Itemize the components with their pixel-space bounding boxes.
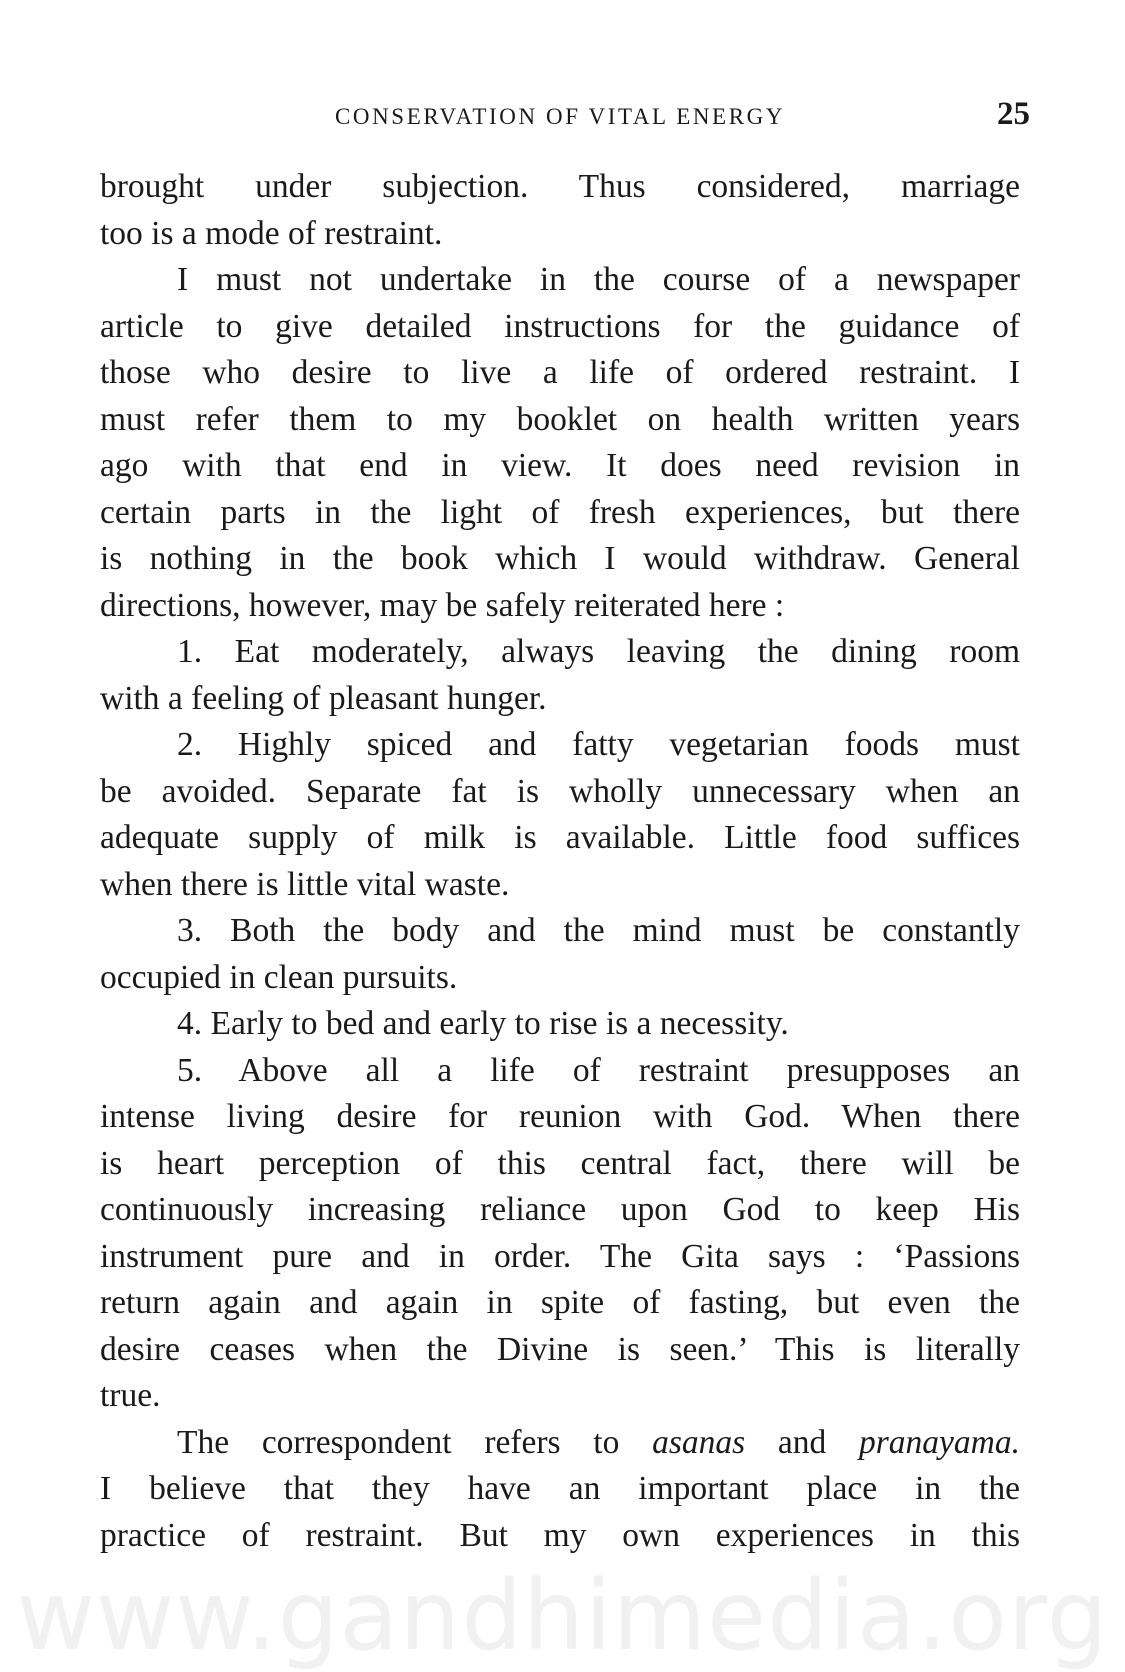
text-line: too is a mode of restraint. [100, 214, 443, 252]
list-item-5-line: 5. Above all a life of restraint presupposes an [177, 1051, 1020, 1089]
list-item-5-line: continuously increasing reliance upon God to keep His [100, 1191, 1020, 1228]
list-item-1-line: with a feeling of pleasant hunger. [100, 679, 547, 717]
list-item-4-line: 4. Early to bed and early to rise is a necessity. [177, 1005, 789, 1042]
list-item-5-line: return again and again in spite of fasting, but even the [100, 1284, 1020, 1321]
list-item-5-line: is heart perception of this central fact, there will be [100, 1144, 1020, 1182]
list-item-2-line: 2. Highly spiced and fatty vegetarian foods must [177, 726, 1020, 763]
list-item-5-line: intense living desire for reunion with God. When there [100, 1098, 1020, 1135]
text-line: I must not undertake in the course of a newspaper [177, 261, 1020, 298]
list-item-2-line: adequate supply of milk is available. Little food suffices [100, 819, 1020, 856]
text-run: The correspondent refers to [177, 1423, 653, 1461]
page-number: 25 [997, 96, 1030, 132]
emphasis-pranayama: pranayama. [859, 1423, 1020, 1461]
text-line: those who desire to live a life of ordered restraint. I [100, 354, 1020, 391]
list-item-5-line: true. [100, 1377, 161, 1414]
emphasis-asanas: asanas [652, 1423, 746, 1461]
list-item-2-line: when there is little vital waste. [100, 865, 510, 903]
running-header [100, 96, 1030, 140]
text-line: ago with that end in view. It does need revision in [100, 447, 1020, 484]
text-line: directions, however, may be safely reiterated here : [100, 586, 785, 624]
text-line: is nothing in the book which I would withdraw. General [100, 540, 1020, 577]
text-line: certain parts in the light of fresh experiences, but there [100, 493, 1020, 531]
body-text [100, 164, 1020, 1559]
list-item-3-line: occupied in clean pursuits. [100, 958, 458, 996]
text-line [100, 1420, 1020, 1467]
text-run: and [745, 1423, 860, 1461]
list-item-5-line: desire ceases when the Divine is seen.’ This is literally [100, 1330, 1020, 1368]
text-line: I believe that they have an important place in the [100, 1470, 1020, 1507]
list-item-5-line: instrument pure and in order. The Gita says : ‘Passions [100, 1237, 1020, 1275]
text-line: must refer them to my booklet on health written years [100, 400, 1020, 438]
text-line: article to give detailed instructions for the guidance of [100, 307, 1020, 345]
list-item-1-line: 1. Eat moderately, always leaving the dining room [177, 633, 1020, 670]
watermark: www.gandhimedia.org [16, 1560, 1109, 1672]
running-title: CONSERVATION OF VITAL ENERGY [334, 104, 786, 129]
list-item-2-line: be avoided. Separate fat is wholly unnecessary when an [100, 772, 1020, 810]
text-line: brought under subjection. Thus considered, marriage [100, 168, 1020, 205]
list-item-3-line: 3. Both the body and the mind must be constantly [177, 912, 1020, 949]
text-line: practice of restraint. But my own experiences in this [100, 1516, 1020, 1554]
